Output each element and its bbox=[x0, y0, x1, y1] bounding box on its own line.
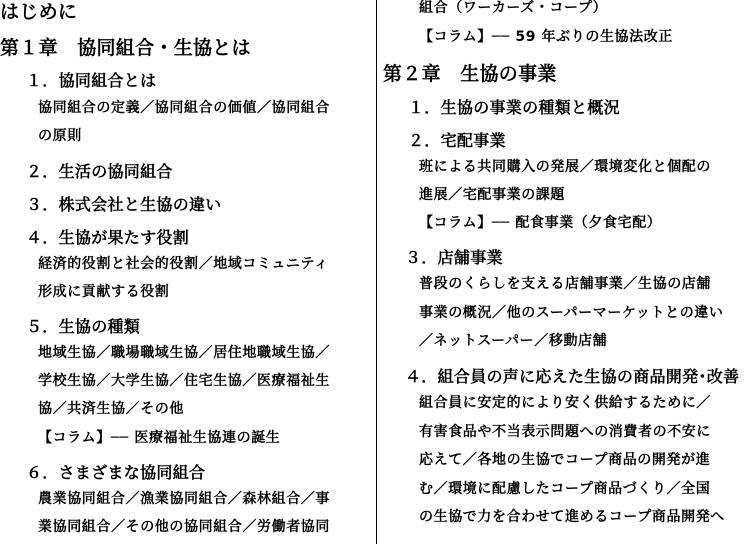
section-2-4-line-5: の生協で力を合わせて進めるコープ商品開発へ bbox=[419, 509, 725, 525]
section-2-4-line-2: 有害食品や不当表示問題への消費者の不安に bbox=[419, 424, 711, 440]
section-1-5-line-3: 協／共済生協／その他 bbox=[38, 401, 184, 417]
section-1-6-title: ６．さまざまな協同組合 bbox=[26, 463, 206, 482]
column-note-medical: 【コラム】── 医療福祉生協連の誕生 bbox=[38, 430, 281, 446]
section-2-3-line-3: ／ネットスーパー／移動店舗 bbox=[419, 333, 608, 349]
section-1-1-line-1: 協同組合の定義／協同組合の価値／協同組合 bbox=[38, 100, 330, 116]
section-1-4-title: ４．生協が果たす役割 bbox=[26, 228, 190, 247]
section-1-5-title: ５．生協の種類 bbox=[26, 317, 141, 336]
section-2-4-line-1: 組合員に安定的により安く供給するために／ bbox=[419, 395, 711, 411]
section-1-5-line-2: 学校生協／大学生協／住宅生協／医療福祉生 bbox=[38, 373, 330, 389]
section-2-2-line-1: 班による共同購入の発展／環境変化と個配の bbox=[419, 159, 711, 175]
column-divider bbox=[376, 0, 377, 544]
continued-line-1: 組合（ワーカーズ・コープ） bbox=[419, 0, 608, 16]
section-1-6-line-2: 業協同組合／その他の協同組合／労働者協同 bbox=[38, 519, 330, 535]
chapter-1-title: 第１章 協同組合・生協とは bbox=[0, 37, 251, 59]
section-1-1-line-2: の原則 bbox=[38, 128, 82, 144]
section-1-5-line-1: 地域生協／職場職域生協／居住地職域生協／ bbox=[38, 345, 330, 361]
section-1-6-line-1: 農業協同組合／漁業協同組合／森林組合／事 bbox=[38, 491, 330, 507]
column-note-meal-delivery: 【コラム】── 配食事業（夕食宅配） bbox=[419, 215, 662, 231]
section-2-3-line-1: 普段のくらしを支える店舗事業／生協の店舗 bbox=[419, 276, 711, 292]
section-2-4-line-3: 応えて／各地の生協でコープ商品の開発が進 bbox=[419, 452, 711, 468]
chapter-2-title: 第２章 生協の事業 bbox=[383, 63, 557, 85]
section-2-3-title: ３．店舗事業 bbox=[405, 248, 503, 267]
section-2-4-title: ４．組合員の声に応えた生協の商品開発･改善 bbox=[405, 367, 740, 386]
column-note-law-revision: 【コラム】── 59 年ぶりの生協法改正 bbox=[419, 29, 673, 45]
section-2-2-title: ２．宅配事業 bbox=[408, 131, 506, 150]
section-2-4-line-4: む／環境に配慮したコープ商品づくり／全国 bbox=[419, 481, 711, 497]
section-1-4-line-1: 経済的役割と社会的役割／地域コミュニティ bbox=[38, 256, 329, 272]
preface-heading: はじめに bbox=[0, 1, 78, 23]
section-2-1-title: １．生協の事業の種類と概況 bbox=[408, 98, 620, 117]
section-1-4-line-2: 形成に貢献する役割 bbox=[38, 284, 170, 300]
section-1-3-title: ３．株式会社と生協の違い bbox=[26, 195, 222, 214]
section-2-3-line-2: 事業の概況／他のスーパーマーケットとの違い bbox=[419, 305, 724, 321]
section-1-1-title: １．協同組合とは bbox=[26, 71, 157, 90]
section-1-2-title: ２．生活の協同組合 bbox=[26, 162, 173, 181]
section-2-2-line-2: 進展／宅配事業の課題 bbox=[419, 187, 565, 203]
